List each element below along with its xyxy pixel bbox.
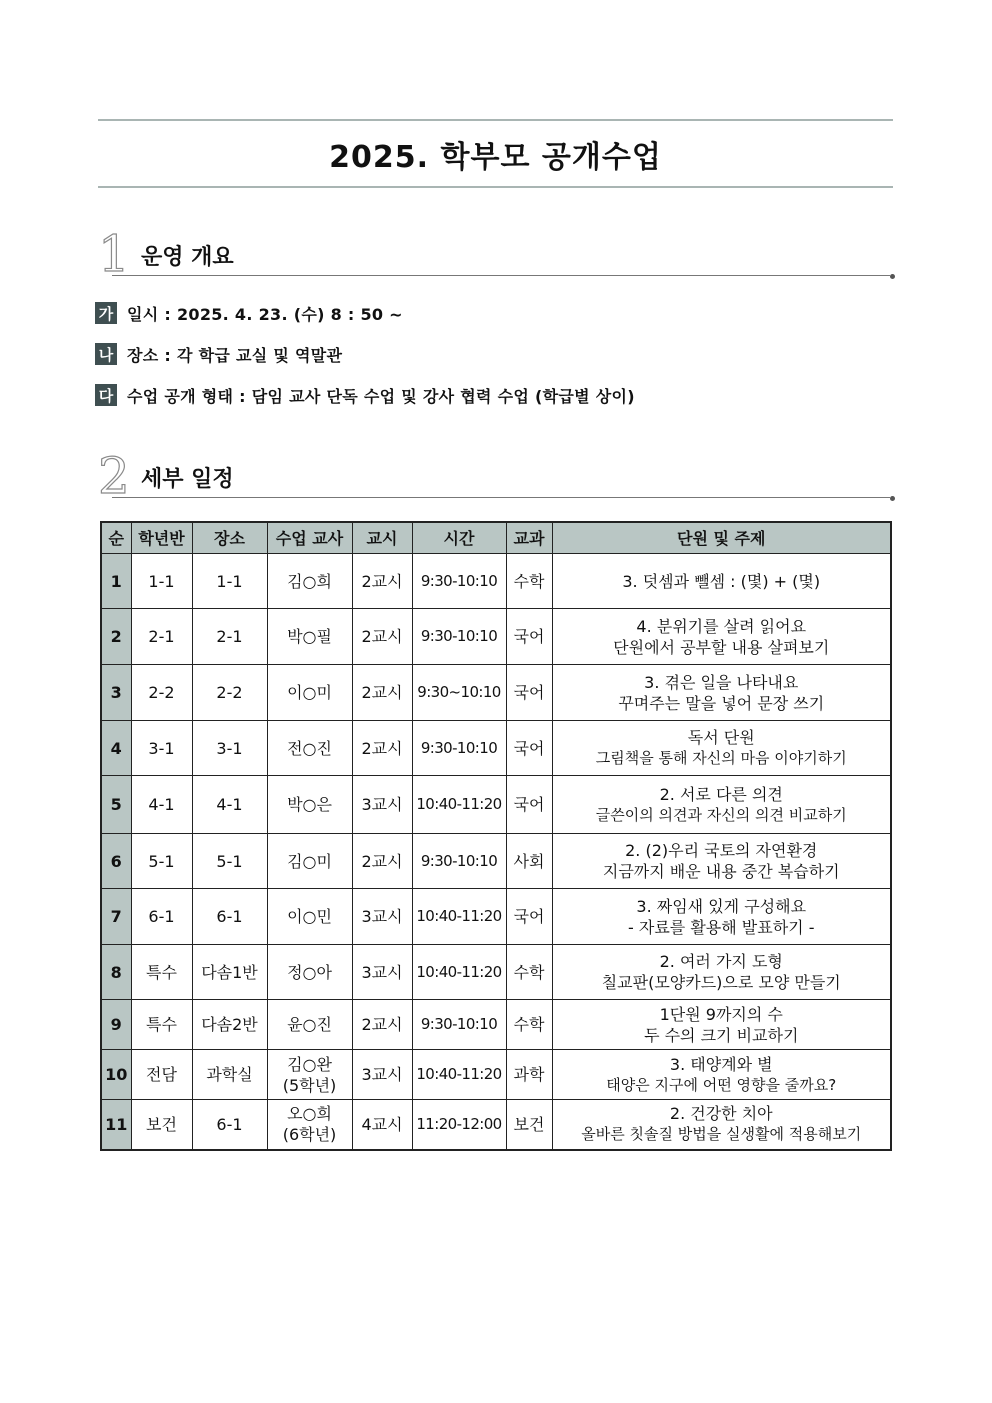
subject-cell: 과학	[506, 1050, 552, 1100]
topic-cell	[552, 721, 891, 776]
topic-line: 칠교판(모양카드)으로 모양 만들기	[601, 973, 841, 992]
seq-cell: 3	[101, 665, 131, 721]
grade-cell: 5-1	[131, 834, 192, 889]
place-cell: 다솜1반	[192, 945, 267, 1000]
seq-cell: 7	[101, 889, 131, 945]
place-cell: 3-1	[192, 721, 267, 776]
topic-line: 독서 단원	[687, 728, 755, 747]
subject-cell: 국어	[506, 889, 552, 945]
time-cell: 10:40-11:20	[412, 776, 506, 834]
topic-cell	[552, 1100, 891, 1150]
place-cell: 6-1	[192, 889, 267, 945]
period-cell: 3교시	[352, 1050, 412, 1100]
time-cell: 9:30~10:10	[412, 665, 506, 721]
place-cell: 4-1	[192, 776, 267, 834]
place-cell: 다솜2반	[192, 1000, 267, 1050]
topic-line: 2. 여러 가지 도형	[659, 952, 783, 971]
period-cell: 2교시	[352, 834, 412, 889]
topic-cell	[552, 889, 891, 945]
seq-cell: 8	[101, 945, 131, 1000]
subject-cell: 수학	[506, 945, 552, 1000]
header-cell: 순	[101, 522, 131, 554]
item-badge: 나	[95, 343, 117, 365]
subject-cell: 국어	[506, 721, 552, 776]
seq-cell: 10	[101, 1050, 131, 1100]
teacher-cell	[267, 665, 352, 721]
table-header-row	[101, 522, 891, 554]
grade-cell: 2-2	[131, 665, 192, 721]
period-cell: 4교시	[352, 1100, 412, 1150]
time-cell: 9:30-10:10	[412, 609, 506, 665]
item-text: 장소 : 각 학급 교실 및 역말관	[127, 345, 343, 365]
teacher-cell	[267, 945, 352, 1000]
section-heading-overview	[98, 225, 895, 283]
teacher-line: 김○완	[287, 1054, 332, 1074]
subject-cell: 수학	[506, 554, 552, 609]
teacher-cell	[267, 554, 352, 609]
topic-line: 3. 짜임새 있게 구성해요	[636, 896, 807, 916]
section-number: 2	[98, 447, 130, 505]
topic-cell	[552, 1050, 891, 1100]
period-cell: 2교시	[352, 1000, 412, 1050]
teacher-line: 박○필	[287, 627, 332, 646]
time-cell: 10:40-11:20	[412, 945, 506, 1000]
table-row	[101, 609, 891, 665]
subject-cell: 보건	[506, 1100, 552, 1150]
grade-cell: 보건	[131, 1100, 192, 1150]
section-number: 1	[98, 225, 130, 283]
table-row	[101, 665, 891, 721]
topic-line: 4. 분위기를 살려 읽어요	[636, 616, 807, 636]
topic-line: 올바른 칫솔질 방법을 실생활에 적용해보기	[581, 1125, 862, 1144]
page-title: 2025. 학부모 공개수업	[329, 139, 662, 175]
seq-cell: 6	[101, 834, 131, 889]
topic-line: 지금까지 배운 내용 중간 복습하기	[602, 862, 840, 881]
teacher-line: 오○희	[287, 1104, 332, 1124]
title-band	[98, 119, 893, 188]
header-cell: 학년반	[131, 522, 192, 554]
period-cell: 3교시	[352, 945, 412, 1000]
header-cell: 수업 교사	[267, 522, 352, 554]
teacher-cell	[267, 834, 352, 889]
seq-cell: 1	[101, 554, 131, 609]
section-label: 세부 일정	[141, 467, 234, 492]
subject-cell: 사회	[506, 834, 552, 889]
teacher-cell	[267, 609, 352, 665]
teacher-line: 정○아	[287, 962, 332, 982]
section-rule	[112, 497, 890, 498]
header-cell: 교시	[352, 522, 412, 554]
teacher-line: 이○미	[287, 683, 332, 702]
teacher-line: 박○은	[287, 795, 332, 814]
seq-cell: 4	[101, 721, 131, 776]
item-badge: 가	[95, 302, 117, 324]
table-row	[101, 1100, 891, 1150]
place-cell: 2-2	[192, 665, 267, 721]
item-badge: 다	[95, 384, 117, 406]
grade-cell: 특수	[131, 1000, 192, 1050]
topic-line: 태양은 지구에 어떤 영향을 줄까요?	[606, 1075, 837, 1094]
topic-line: 그림책을 통해 자신의 마음 이야기하기	[595, 749, 847, 767]
teacher-cell	[267, 1050, 352, 1100]
seq-cell: 11	[101, 1100, 131, 1150]
header-cell: 장소	[192, 522, 267, 554]
section-rule-dot	[890, 274, 895, 279]
section-rule	[112, 275, 890, 276]
time-cell: 9:30-10:10	[412, 834, 506, 889]
time-cell: 10:40-11:20	[412, 1050, 506, 1100]
topic-cell	[552, 1000, 891, 1050]
table-row	[101, 889, 891, 945]
time-cell: 9:30-10:10	[412, 554, 506, 609]
grade-cell: 1-1	[131, 554, 192, 609]
period-cell: 2교시	[352, 609, 412, 665]
table-row	[101, 945, 891, 1000]
seq-cell: 2	[101, 609, 131, 665]
topic-cell	[552, 609, 891, 665]
overview-item-format	[95, 384, 635, 406]
section-label: 운영 개요	[141, 245, 234, 270]
section-heading-schedule	[98, 447, 895, 505]
topic-line: 2. 건강한 치아	[669, 1104, 773, 1124]
teacher-cell	[267, 721, 352, 776]
header-cell: 단원 및 주제	[552, 522, 891, 554]
teacher-line: 김○희	[287, 571, 332, 591]
teacher-cell	[267, 889, 352, 945]
schedule-body	[101, 554, 891, 1150]
subject-cell: 국어	[506, 665, 552, 721]
teacher-cell	[267, 1100, 352, 1150]
grade-cell: 2-1	[131, 609, 192, 665]
table-row	[101, 554, 891, 609]
period-cell: 2교시	[352, 554, 412, 609]
place-cell: 5-1	[192, 834, 267, 889]
topic-line: 글쓴이의 의견과 자신의 의견 비교하기	[595, 805, 847, 824]
table-row	[101, 721, 891, 776]
seq-cell: 5	[101, 776, 131, 834]
section-rule-dot	[890, 496, 895, 501]
topic-cell	[552, 776, 891, 834]
topic-line: 단원에서 공부할 내용 살펴보기	[613, 637, 830, 657]
time-cell: 9:30-10:10	[412, 1000, 506, 1050]
topic-line: 2. (2)우리 국토의 자연환경	[625, 841, 818, 860]
item-text: 일시 : 2025. 4. 23. (수) 8 : 50 ~	[127, 304, 403, 324]
table-row	[101, 1050, 891, 1100]
subject-cell: 국어	[506, 776, 552, 834]
overview-item-date	[95, 302, 403, 324]
item-text: 수업 공개 형태 : 담임 교사 단독 수업 및 강사 협력 수업 (학급별 상이)	[127, 386, 635, 406]
topic-cell	[552, 554, 891, 609]
table-row	[101, 776, 891, 834]
period-cell: 3교시	[352, 776, 412, 834]
teacher-line: (5학년)	[282, 1075, 337, 1095]
topic-cell	[552, 945, 891, 1000]
place-cell: 과학실	[192, 1050, 267, 1100]
place-cell: 1-1	[192, 554, 267, 609]
place-cell: 2-1	[192, 609, 267, 665]
grade-cell: 4-1	[131, 776, 192, 834]
header-cell: 시간	[412, 522, 506, 554]
teacher-cell	[267, 776, 352, 834]
topic-line: - 자료를 활용해 발표하기 -	[628, 917, 815, 937]
topic-line: 1단원 9까지의 수	[659, 1004, 783, 1024]
time-cell: 11:20-12:00	[412, 1100, 506, 1150]
period-cell: 2교시	[352, 721, 412, 776]
grade-cell: 6-1	[131, 889, 192, 945]
period-cell: 2교시	[352, 665, 412, 721]
topic-cell	[552, 834, 891, 889]
grade-cell: 3-1	[131, 721, 192, 776]
table-row	[101, 1000, 891, 1050]
teacher-line: 김○미	[287, 851, 332, 871]
period-cell: 3교시	[352, 889, 412, 945]
topic-line: 3. 태양계와 별	[669, 1054, 773, 1074]
grade-cell: 전담	[131, 1050, 192, 1100]
teacher-cell	[267, 1000, 352, 1050]
topic-line: 두 수의 크기 비교하기	[644, 1025, 799, 1045]
table-row	[101, 834, 891, 889]
time-cell: 9:30-10:10	[412, 721, 506, 776]
subject-cell: 수학	[506, 1000, 552, 1050]
seq-cell: 9	[101, 1000, 131, 1050]
topic-line: 꾸며주는 말을 넣어 문장 쓰기	[618, 693, 825, 713]
header-cell: 교과	[506, 522, 552, 554]
schedule-table	[100, 521, 892, 1151]
topic-line: 2. 서로 다른 의견	[659, 784, 783, 804]
grade-cell: 특수	[131, 945, 192, 1000]
topic-line: 3. 겪은 일을 나타내요	[644, 672, 799, 692]
topic-cell	[552, 665, 891, 721]
teacher-line: (6학년)	[282, 1125, 337, 1145]
teacher-line: 이○민	[287, 907, 332, 926]
topic-line: 3. 덧셈과 뺄셈 : (몇) + (몇)	[622, 571, 821, 591]
place-cell: 6-1	[192, 1100, 267, 1150]
subject-cell: 국어	[506, 609, 552, 665]
time-cell: 10:40-11:20	[412, 889, 506, 945]
overview-item-place	[95, 343, 342, 365]
teacher-line: 전○진	[287, 738, 332, 758]
teacher-line: 윤○진	[287, 1015, 332, 1034]
